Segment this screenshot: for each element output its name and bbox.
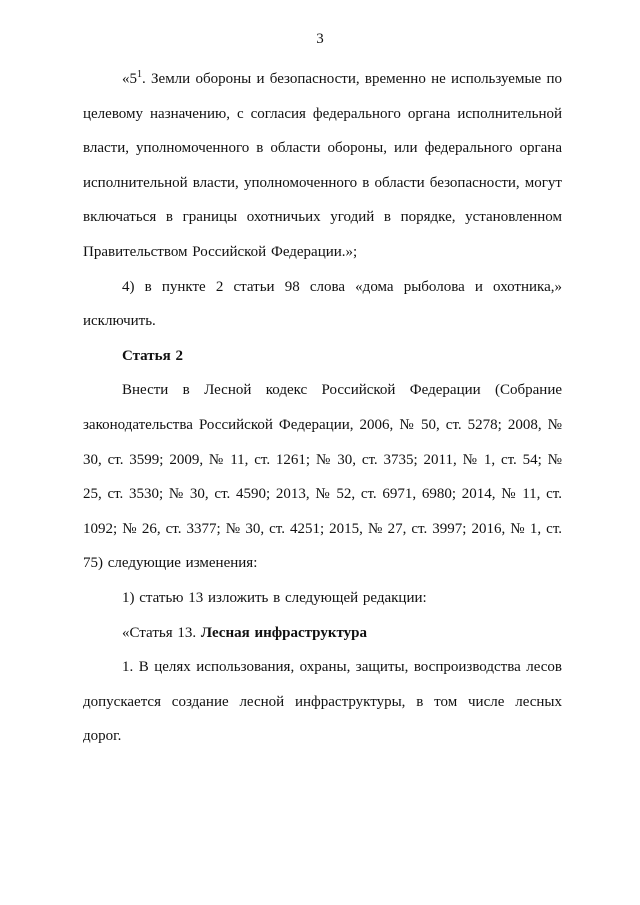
paragraph-item-4: 4) в пункте 2 статьи 98 слова «дома рыболова и охотника,» исключить. xyxy=(83,278,562,330)
paragraph-number-prefix: «5 xyxy=(122,71,137,87)
article-13-paragraph-1: 1. В целях использования, охраны, защиты, воспроизводства лесов допускается создание лесной инфраструктуры, в том числе лесных дорог. xyxy=(83,659,562,745)
article-13-heading xyxy=(83,616,562,651)
page-number: 3 xyxy=(316,31,324,47)
document-body xyxy=(83,62,562,754)
article-13-title: Лесная инфраструктура xyxy=(200,624,367,641)
paragraph-number-superscript: 1 xyxy=(137,69,142,80)
article-13-prefix: «Статья 13. xyxy=(122,624,201,641)
paragraph-lands-defense-text: . Земли обороны и безопасности, временно не используемые по целевому назначению, с согласия федерального органа исполнительной власти, уполномоченного в области обороны, или федерального органа исполнительной власти, уполномоченного в области безопасности, могут включаться в границы охотничьих угодий в порядке, установленном Правительством Российской Федерации.»; xyxy=(83,71,562,260)
item-1-text: 1) статью 13 изложить в следующей редакции: xyxy=(122,589,427,606)
paragraph-lands-defense xyxy=(83,62,562,270)
article-2-heading: Статья 2 xyxy=(122,347,183,364)
article-2-text: Внести в Лесной кодекс Российской Федерации (Собрание законодательства Российской Федерации, 2006, № 50, ст. 5278; 2008, № 30, ст. 3599; 2009, № 11, ст. 1261; № 30, ст. 3735; 2011, № 1, ст. 54; № 25, ст. 3530; № 30, ст. 4590; 2013, № 52, ст. 6971, 6980; 2014, № 11, ст. 1092; № 26, ст. 3377; № 30, ст. 4251; 2015, № 27, ст. 3997; 2016, № 1, ст. 75) следующие изменения: xyxy=(83,382,562,572)
